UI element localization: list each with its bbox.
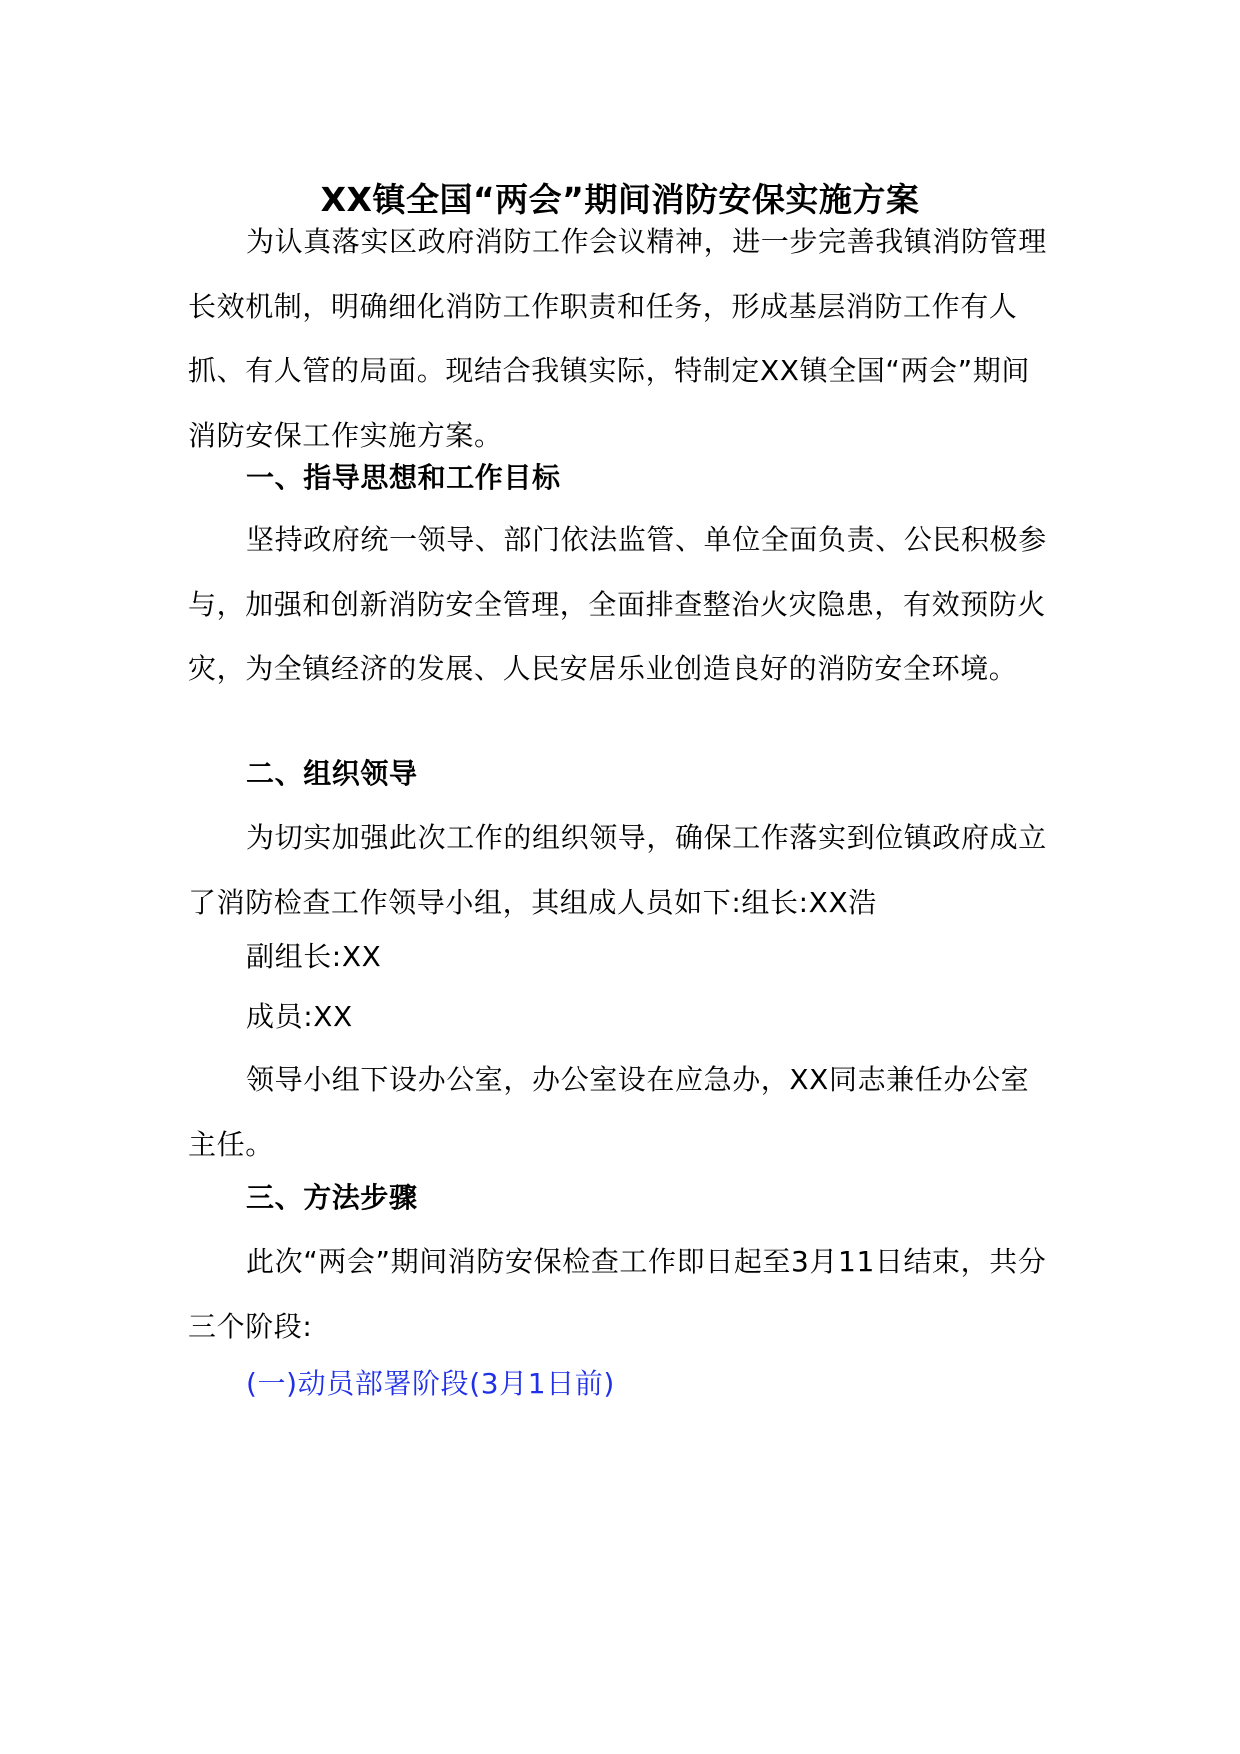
section-2-heading: 二、组织领导 xyxy=(246,757,418,790)
deputy-leader-line: 副组长:XX xyxy=(246,940,382,973)
intro-paragraph: 为认真落实区政府消防工作会议精神，进一步完善我镇消防管理长效机制，明确细化消防工作职责和任务，形成基层消防工作有人抓、有人管的局面。现结合我镇实际，特制定XX镇全国“两会”期间消防安保工作实施方案。 xyxy=(188,225,1047,452)
section-2-body: 为切实加强此次工作的组织领导，确保工作落实到位镇政府成立了消防检查工作领导小组，其组成人员如下:组长:XX浩 xyxy=(188,821,1047,919)
section-3-body: 此次“两会”期间消防安保检查工作即日起至3月11日结束，共分三个阶段: xyxy=(188,1245,1047,1343)
phase-1-heading: (一)动员部署阶段(3月1日前) xyxy=(246,1367,615,1400)
section-1-heading: 一、指导思想和工作目标 xyxy=(246,461,561,494)
members-line: 成员:XX xyxy=(246,1000,353,1033)
section-3-heading: 三、方法步骤 xyxy=(246,1181,418,1214)
section-1-body: 坚持政府统一领导、部门依法监管、单位全面负责、公民积极参与，加强和创新消防安全管理，全面排查整治火灾隐患，有效预防火灾，为全镇经济的发展、人民安居乐业创造良好的消防安全环境。 xyxy=(188,523,1047,685)
document-title: XX镇全国“两会”期间消防安保实施方案 xyxy=(320,180,920,219)
office-paragraph: 领导小组下设办公室，办公室设在应急办，XX同志兼任办公室主任。 xyxy=(188,1063,1030,1161)
